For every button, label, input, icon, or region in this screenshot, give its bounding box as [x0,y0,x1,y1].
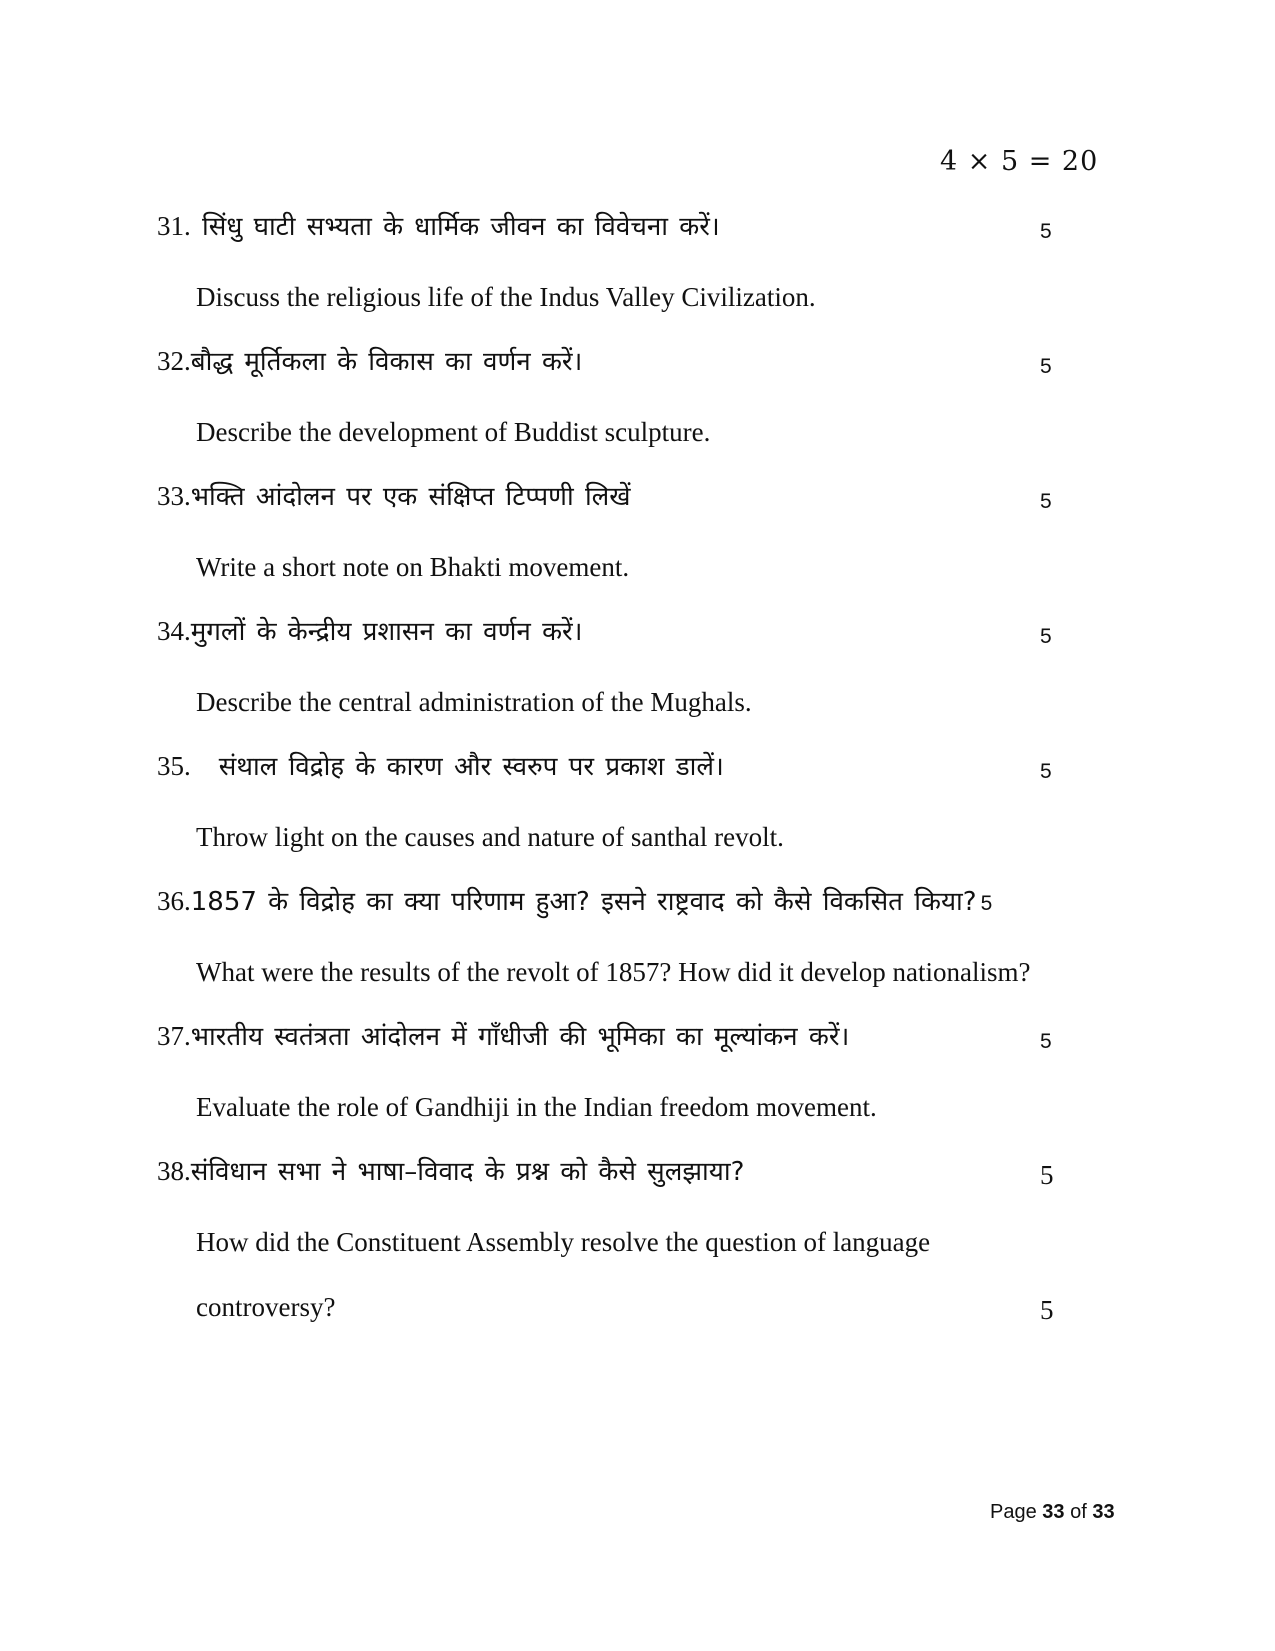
question-35-hindi [157,747,724,783]
question-number: 37. [157,1021,191,1051]
question-35-english: Throw light on the causes and nature of santhal revolt. [196,822,784,852]
question-38-hindi [157,1152,744,1188]
question-text-hindi: संविधान सभा ने भाषा–विवाद के प्रश्न को कैसे सुलझाया? [190,1157,745,1187]
question-33-english: Write a short note on Bhakti movement. [196,552,630,582]
question-33-hindi [157,477,631,513]
question-38-english-line2: controversy? [196,1292,336,1322]
question-text-hindi: 1857 के विद्रोह का क्या परिणाम हुआ? इसने राष्ट्रवाद को कैसे विकसित किया? [190,887,977,917]
marks-formula: 4 × 5 = 20 [940,146,1099,177]
question-36-hindi [157,882,992,918]
question-37-marks: 5 [1040,1030,1052,1053]
question-34-english: Describe the central administration of the Mughals. [196,687,752,717]
question-text-hindi: भारतीय स्वतंत्रता आंदोलन में गाँधीजी की भूमिका का मूल्यांकन करें। [190,1022,850,1052]
question-text-hindi: भक्ति आंदोलन पर एक संक्षिप्त टिप्पणी लिखें [190,482,631,512]
page-total: 33 [1092,1501,1115,1523]
question-37-english: Evaluate the role of Gandhiji in the Indian freedom movement. [196,1092,877,1122]
question-34-hindi [157,612,583,648]
question-34-marks: 5 [1040,625,1052,648]
page-label: Page [990,1501,1037,1523]
question-text-hindi: बौद्ध मूर्तिकला के विकास का वर्णन करें। [190,347,583,377]
question-32-hindi [157,342,582,378]
page-current: 33 [1042,1501,1065,1523]
question-38-english-line1: How did the Constituent Assembly resolve the question of language [196,1227,931,1257]
question-31-english: Discuss the religious life of the Indus Valley Civilization. [196,282,816,312]
question-31-marks: 5 [1040,220,1052,243]
question-number: 36. [157,886,191,916]
question-31-hindi [157,207,720,243]
question-number: 34. [157,616,191,646]
question-38-marks: 5 [1040,1160,1054,1190]
question-text-hindi: मुगलों के केन्द्रीय प्रशासन का वर्णन करें। [190,617,583,647]
question-38-english-marks: 5 [1040,1295,1054,1325]
question-32-marks: 5 [1040,355,1052,378]
of-label: of [1070,1501,1087,1523]
question-number: 31. [157,211,191,241]
question-number: 32. [157,346,191,376]
question-35-marks: 5 [1040,760,1052,783]
question-36-marks: 5 [980,892,993,915]
question-32-english: Describe the development of Buddist sculpture. [196,417,711,447]
question-number: 33. [157,481,191,511]
page-footer [990,1501,1115,1524]
question-number: 38. [157,1156,191,1186]
question-37-hindi [157,1017,849,1053]
question-text-hindi: संथाल विद्रोह के कारण और स्वरुप पर प्रकाश डालें। [218,752,724,782]
question-36-english: What were the results of the revolt of 1857? How did it develop nationalism? [196,957,1031,987]
question-text-hindi: सिंधु घाटी सभ्यता के धार्मिक जीवन का विवेचना करें। [202,212,720,242]
question-33-marks: 5 [1040,490,1052,513]
question-number: 35. [157,751,191,781]
